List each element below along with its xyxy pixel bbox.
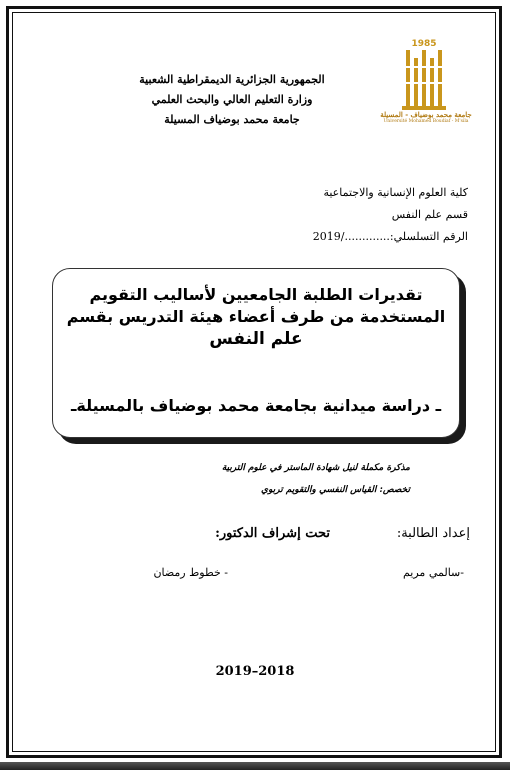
academic-year: 2019–2018 [215, 664, 295, 679]
country-name: الجمهورية الجزائرية الديمقراطية الشعبية [139, 73, 325, 86]
student-name: -سالمي مريم [402, 566, 464, 579]
logo-caption [376, 110, 476, 124]
university-name: جامعة محمد بوضياف المسيلة [164, 113, 300, 126]
title-line-3: علم النفس [209, 329, 303, 349]
bottom-bar [0, 762, 510, 770]
college-name: كلية العلوم الإنسانية والاجتماعية [323, 186, 468, 199]
supervisor-name: - خطوط رمضان [153, 566, 228, 579]
government-header [132, 70, 332, 130]
logo-year: 1985 [411, 39, 437, 49]
memo-degree: مذكرة مكملة لنيل شهادة الماستر في علوم التربية [221, 463, 410, 473]
memo-specialty: تخصص: القياس النفسي والتقويم تربوي [261, 485, 410, 495]
thesis-title [60, 284, 452, 350]
title-line-2: المستخدمة من طرف أعضاء هيئة التدريس بقسم [66, 307, 446, 326]
prepared-by-label: إعداد الطالبة: [396, 526, 470, 541]
faculty-info [313, 182, 468, 248]
thesis-subtitle: ـ دراسة ميدانية بجامعة محمد بوضياف بالمسيلةـ [70, 396, 442, 415]
supervisor-label: تحت إشراف الدكتور: [215, 526, 330, 541]
ministry-name: وزارة التعليم العالي والبحث العلمي [151, 93, 313, 106]
logo-name-fr: Université Mohamed Boudiaf - M'sila [383, 119, 469, 124]
logo-name-ar: جامعة محمد بوضياف - المسيلة [380, 110, 472, 119]
department-name: قسم علم النفس [391, 208, 468, 221]
title-line-1: تقديرات الطلبة الجامعيين لأساليب التقويم [89, 285, 423, 304]
serial-number: الرقم التسلسلي:............./2019 [312, 230, 468, 243]
memo-description [222, 457, 410, 501]
university-logo [390, 36, 462, 116]
